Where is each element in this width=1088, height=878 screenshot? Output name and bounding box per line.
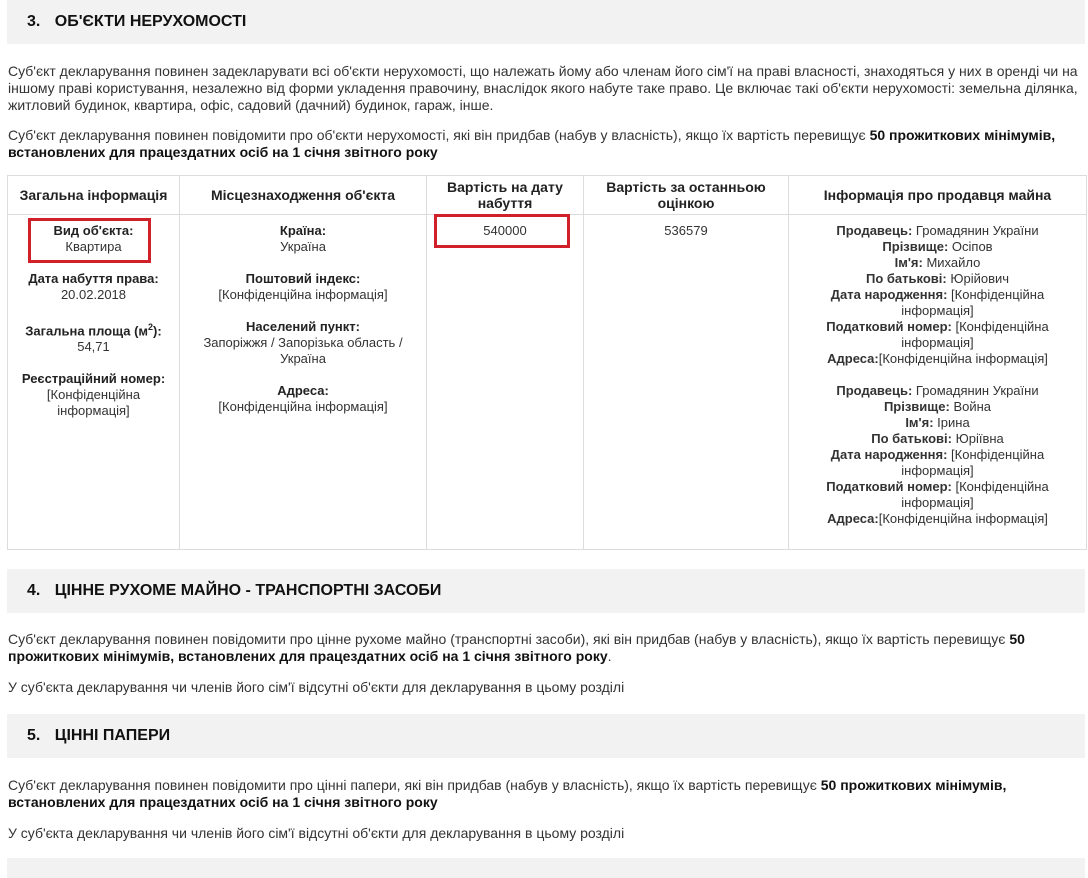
seller-label: Продавець: bbox=[836, 223, 913, 238]
section-4-threshold-note bbox=[8, 631, 1080, 665]
name-label: Ім'я: bbox=[905, 415, 934, 430]
location-cell bbox=[180, 215, 427, 550]
seller-value: Громадянин України bbox=[915, 383, 1039, 398]
seller-block bbox=[793, 223, 1082, 367]
section-5-empty-note: У суб'єкта декларування чи членів його сім'ї відсутні об'єкти для декларування в цьому розділі bbox=[8, 825, 625, 841]
col-cost-assessment: Вартість за останньою оцінкою bbox=[584, 176, 789, 215]
section-number: 3. bbox=[27, 13, 41, 30]
area-label-sup: 2 bbox=[148, 322, 154, 332]
seller-address-value: [Конфіденційна інформація] bbox=[878, 511, 1048, 526]
threshold-text: Суб'єкт декларування повинен повідомити про цінне рухоме майно (транспортні засоби), які він придбав (набув у власність), якщо їх вартість перевищує bbox=[8, 631, 1010, 647]
section-title: ЦІННІ ПАПЕРИ bbox=[54, 727, 171, 744]
general-info-cell bbox=[8, 215, 180, 550]
name-value: Ірина bbox=[937, 415, 970, 430]
threshold-bold-text: 50 прожиткових мінімумів, встановлених для працездатних осіб на 1 січня звітного року bbox=[8, 127, 1056, 160]
settlement-value: Запоріжжя / Запорізька область / Україна bbox=[203, 335, 403, 366]
section-3-header bbox=[7, 0, 1085, 44]
birth-date-label: Дата народження: bbox=[830, 447, 948, 462]
threshold-bold-text: 50 прожиткових мінімумів, встановлених для працездатних осіб на 1 січня звітного року bbox=[8, 631, 1025, 664]
section-number: 4. bbox=[27, 582, 41, 599]
acquisition-date-label: Дата набуття права: bbox=[28, 271, 159, 286]
description-text: Суб'єкт декларування повинен задекларувати всі об'єкти нерухомості, що належать йому або членам його сім'ї на праві власності, знаходяться у них в оренді чи на іншому праві користування, незалежно від форми укладення правочину, внаслідок якого набуте таке право. Це включає такі об'єкти нерухомості: земельна ділянка, житловий будинок, квартира, офіс, садовий (дачний) будинок, гараж, інше. bbox=[8, 63, 1078, 113]
patronymic-label: По батькові: bbox=[871, 431, 952, 446]
postal-code-value: [Конфіденційна інформація] bbox=[218, 287, 388, 302]
birth-date-label: Дата народження: bbox=[830, 287, 948, 302]
table-header-row bbox=[8, 176, 1087, 215]
country-label: Країна: bbox=[279, 223, 327, 238]
country-value: Україна bbox=[280, 239, 326, 254]
cost-acquisition-highlight bbox=[434, 214, 570, 248]
name-label: Ім'я: bbox=[894, 255, 923, 270]
threshold-bold-text: 50 прожиткових мінімумів, встановлених для працездатних осіб на 1 січня звітного року bbox=[8, 777, 1007, 810]
patronymic-value: Юріївна bbox=[955, 431, 1004, 446]
area-label-end: ): bbox=[153, 323, 162, 339]
next-section-header-partial bbox=[7, 858, 1085, 878]
tax-number-value: [Конфіденційна інформація] bbox=[901, 319, 1049, 350]
col-cost-acquisition: Вартість на дату набуття bbox=[427, 176, 584, 215]
cost-assessment-value: 536579 bbox=[664, 223, 708, 238]
section-number: 5. bbox=[27, 727, 41, 744]
name-value: Михайло bbox=[926, 255, 981, 270]
threshold-text: Суб'єкт декларування повинен повідомити про цінні папери, які він придбав (набув у власність), якщо їх вартість перевищує bbox=[8, 777, 821, 793]
section-3-description bbox=[8, 63, 1080, 114]
tax-number-value: [Конфіденційна інформація] bbox=[901, 479, 1049, 510]
settlement-label: Населений пункт: bbox=[246, 319, 360, 334]
col-general-info: Загальна інформація bbox=[8, 176, 180, 215]
section-4-header bbox=[7, 569, 1085, 613]
birth-date-value: [Конфіденційна інформація] bbox=[901, 287, 1045, 318]
object-type-value: Квартира bbox=[65, 239, 122, 254]
table-row bbox=[8, 215, 1087, 550]
patronymic-value: Юрійович bbox=[950, 271, 1010, 286]
surname-value: Война bbox=[953, 399, 992, 414]
object-type-label: Вид об'єкта: bbox=[53, 223, 134, 238]
postal-code-label: Поштовий індекс: bbox=[245, 271, 361, 286]
area-label bbox=[12, 319, 175, 339]
seller-label: Продавець: bbox=[836, 383, 913, 398]
birth-date-value: [Конфіденційна інформація] bbox=[901, 447, 1045, 478]
col-seller-info: Інформація про продавця майна bbox=[789, 176, 1087, 215]
object-type-highlight bbox=[28, 218, 151, 263]
section-5-threshold-note bbox=[8, 777, 1080, 811]
tax-number-label: Податковий номер: bbox=[826, 479, 952, 494]
cost-assessment-cell bbox=[584, 215, 789, 550]
tax-number-label: Податковий номер: bbox=[826, 319, 952, 334]
section-3-threshold-note bbox=[8, 127, 1080, 161]
seller-info-cell bbox=[789, 215, 1087, 550]
surname-value: Осіпов bbox=[951, 239, 993, 254]
threshold-end: . bbox=[607, 648, 612, 664]
patronymic-label: По батькові: bbox=[865, 271, 947, 286]
registration-number-value: [Конфіденційна інформація] bbox=[46, 387, 141, 419]
address-value: [Конфіденційна інформація] bbox=[218, 399, 388, 414]
address-label: Адреса: bbox=[277, 383, 329, 398]
cost-acquisition-cell bbox=[427, 215, 584, 550]
area-label-text: Загальна площа (м bbox=[25, 323, 149, 339]
cost-acquisition-value: 540000 bbox=[483, 223, 527, 238]
threshold-text: Суб'єкт декларування повинен повідомити про об'єкти нерухомості, які він придбав (набув у власність), якщо їх вартість перевищує bbox=[8, 127, 870, 143]
section-title: ЦІННЕ РУХОМЕ МАЙНО - ТРАНСПОРТНІ ЗАСОБИ bbox=[54, 582, 442, 599]
surname-label: Прізвище: bbox=[883, 399, 950, 414]
seller-value: Громадянин України bbox=[915, 223, 1039, 238]
section-5-header bbox=[7, 714, 1085, 758]
registration-number-label: Реєстраційний номер: bbox=[21, 371, 166, 387]
section-title: ОБ'ЄКТИ НЕРУХОМОСТІ bbox=[54, 13, 247, 30]
area-value: 54,71 bbox=[77, 339, 110, 355]
acquisition-date-value: 20.02.2018 bbox=[60, 287, 127, 302]
seller-block bbox=[793, 383, 1082, 527]
section-4-empty-note: У суб'єкта декларування чи членів його сім'ї відсутні об'єкти для декларування в цьому розділі bbox=[8, 679, 625, 695]
col-location: Місцезнаходження об'єкта bbox=[180, 176, 427, 215]
seller-address-label: Адреса: bbox=[827, 351, 879, 366]
surname-label: Прізвище: bbox=[882, 239, 949, 254]
seller-address-label: Адреса: bbox=[827, 511, 879, 526]
seller-address-value: [Конфіденційна інформація] bbox=[878, 351, 1048, 366]
